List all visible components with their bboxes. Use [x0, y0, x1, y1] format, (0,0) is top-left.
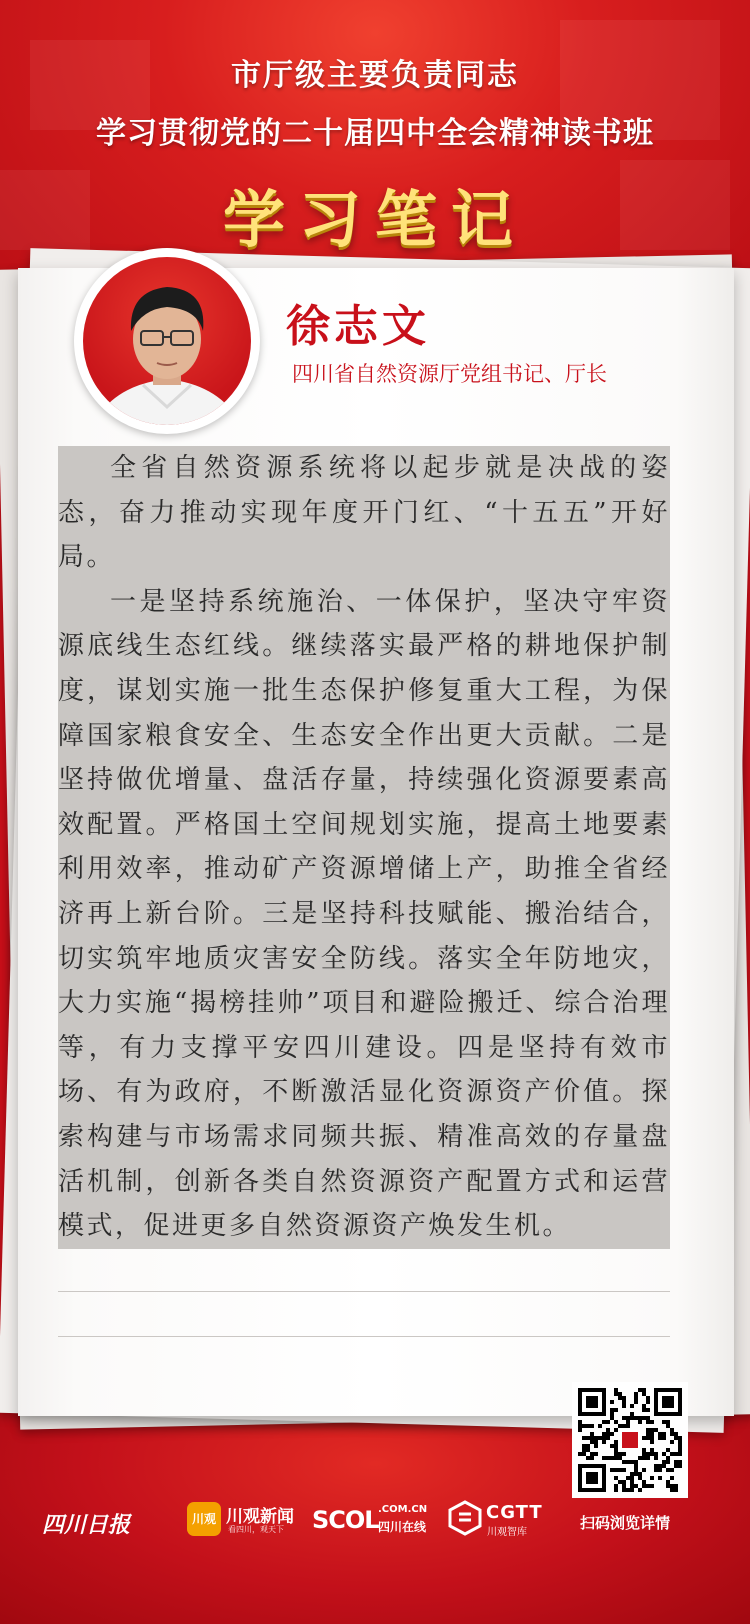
scol-logo: SCOL: [312, 1506, 379, 1534]
article-paragraph-2: 一是坚持系统施治、一体保护，坚决守牢资源底线生态红线。继续落实最严格的耕地保护制度，谋划实施一批生态保护修复重大工程，为保障国家粮食安全、生态安全作出更大贡献。二是坚持做优增量、盘活存量，持续强化资源要素高效配置。严格国土空间规划实施，提高土地要素利用效率，推动矿产资源增储上产，助推全省经济再上新台阶。三是坚持科技赋能、搬治结合，切实筑牢地质灾害安全防线。落实全年防地灾，大力实施“揭榜挂帅”项目和避险搬迁、综合治理等，有力支撑平安四川建设。四是坚持有效市场、有为政府，不断激活显化资源资产价值。探索构建与市场需求同频共振、精准高效的存量盘活机制，创新各类自然资源资产配置方式和运营模式，促进更多自然资源资产焕发生机。: [58, 580, 670, 1249]
chuanguan-news-logo: 川观新闻: [226, 1507, 294, 1527]
scol-domain: .COM.CN: [378, 1504, 428, 1515]
article-paragraph-1: 全省自然资源系统将以起步就是决战的姿态，奋力推动实现年度开门红、“十五五”开好局。: [58, 446, 670, 580]
header-line-2: 学习贯彻党的二十届四中全会精神读书班: [96, 116, 654, 151]
person-name: 徐志文: [286, 301, 430, 352]
ruled-line: [58, 1336, 670, 1337]
header-title: 学习笔记: [222, 183, 527, 256]
avatar: [83, 257, 251, 425]
cgtt-logo: CGTT: [486, 1502, 543, 1523]
chuanguan-slogan: 看四川，观天下: [228, 1525, 284, 1534]
header-line-1: 市厅级主要负责同志: [231, 58, 519, 93]
cgtt-icon: [448, 1500, 482, 1536]
article-body: [58, 446, 670, 1249]
chuanguan-badge-icon: 川观: [187, 1502, 221, 1536]
cgtt-cn-name: 川观智库: [487, 1527, 527, 1538]
scol-cn-name: 四川在线: [378, 1520, 427, 1534]
qr-code[interactable]: [572, 1382, 688, 1498]
qr-label: 扫码浏览详情: [579, 1514, 670, 1532]
person-position: 四川省自然资源厅党组书记、厅长: [292, 362, 607, 386]
ruled-line: [58, 1291, 670, 1292]
sichuan-daily-logo: 四川日报: [42, 1512, 131, 1538]
